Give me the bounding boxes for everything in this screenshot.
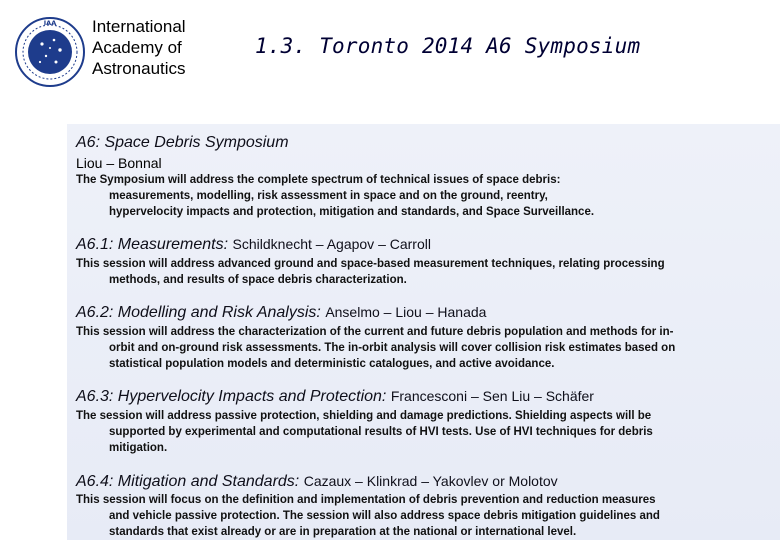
desc-line: orbit and on-ground risk assessments. The in-orbit analysis will cover collision risk estimates based on <box>109 342 676 354</box>
desc-line: hypervelocity impacts and protection, mitigation and standards, and Space Surveillance. <box>109 206 595 218</box>
symposium-title: A6: Space Debris Symposium <box>76 134 289 151</box>
desc-line: This session will focus on the definition and implementation of debris prevention and reduction measures <box>76 494 656 506</box>
iaa-logo <box>14 16 86 88</box>
header <box>0 0 780 110</box>
session-chairs: Anselmo – Liou – Hanada <box>325 304 487 320</box>
session-chairs: Francesconi – Sen Liu – Schäfer <box>390 388 594 404</box>
desc-line: The Symposium will address the complete spectrum of technical issues of space debris: <box>76 174 561 186</box>
symposium-description <box>76 172 764 220</box>
org-line-3: Astronautics <box>92 59 186 78</box>
org-line-1: International <box>92 17 186 36</box>
desc-line: methods, and results of space debris characterization. <box>109 274 407 286</box>
session-a6-1-title <box>76 236 431 254</box>
session-a6-3-description <box>76 408 764 456</box>
org-line-2: Academy of <box>92 38 182 57</box>
session-a6-4-title <box>76 473 558 491</box>
desc-line: supported by experimental and computational results of HVI tests. Use of HVI techniques for debris <box>109 426 653 438</box>
session-a6-4-description <box>76 492 764 540</box>
desc-line: measurements, modelling, risk assessment in space and on the ground, reentry, <box>109 190 548 202</box>
desc-line: mitigation. <box>109 442 168 454</box>
session-a6-2-description <box>76 324 764 372</box>
logo-text: IAA <box>43 19 57 27</box>
session-name: A6.2: Modelling and Risk Analysis: <box>76 304 321 321</box>
desc-line: The session will address passive protection, shielding and damage predictions. Shielding aspects will be <box>76 410 652 422</box>
desc-line: standards that exist already or are in preparation at the national or international level. <box>109 526 577 538</box>
desc-line: and vehicle passive protection. The session will also address space debris mitigation guidelines and <box>109 510 660 522</box>
session-name: A6.3: Hypervelocity Impacts and Protection: <box>76 388 387 405</box>
symposium-chairs: Liou – Bonnal <box>76 155 162 171</box>
session-chairs: Cazaux – Klinkrad – Yakovlev or Molotov <box>303 473 558 489</box>
session-name: A6.4: Mitigation and Standards: <box>76 473 300 490</box>
desc-line: This session will address advanced ground and space-based measurement techniques, relating processing <box>76 258 665 270</box>
session-name: A6.1: Measurements: <box>76 236 229 253</box>
session-chairs: Schildknecht – Agapov – Carroll <box>232 236 431 252</box>
desc-line: This session will address the characterization of the current and future debris population and methods for in- <box>76 326 674 338</box>
slide-title: 1.3. Toronto 2014 A6 Symposium <box>255 34 641 58</box>
session-a6-3-title <box>76 388 594 406</box>
session-a6-1-description <box>76 256 764 288</box>
desc-line: statistical population models and deterministic catalogues, and active avoidance. <box>109 358 555 370</box>
organization-name <box>92 16 222 79</box>
session-a6-2-title <box>76 304 486 322</box>
